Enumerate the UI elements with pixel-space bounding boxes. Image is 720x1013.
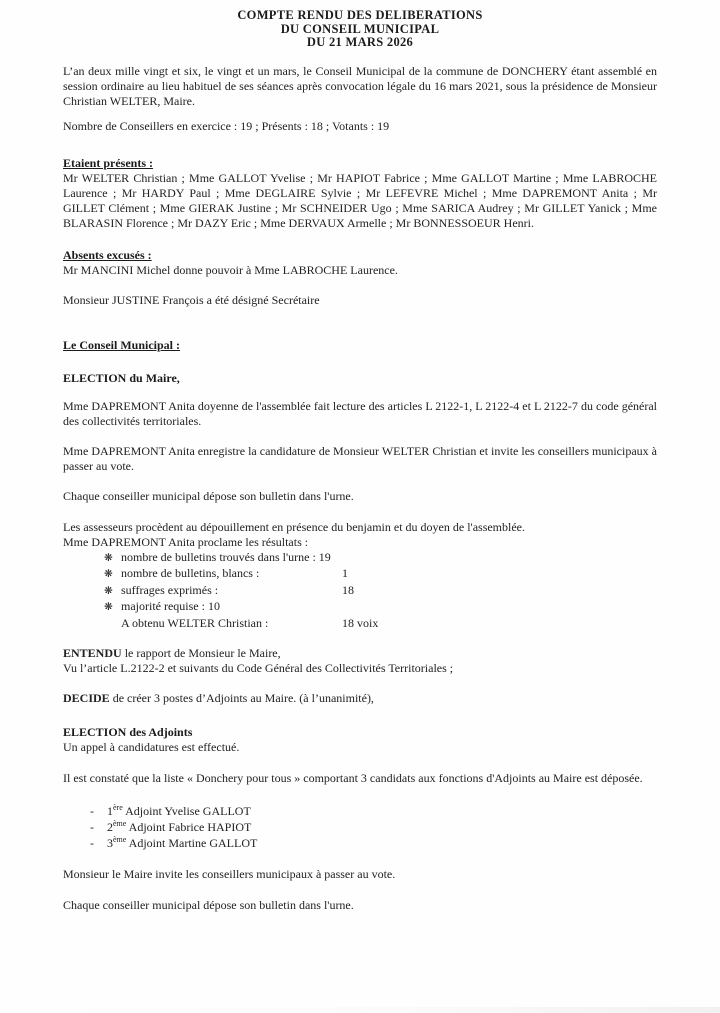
decide-rest: de créer 3 postes d’Adjoints au Maire. (à l’unanimité), — [109, 691, 374, 705]
secretary-line: Monsieur JUSTINE François a été désigné Secrétaire — [63, 292, 320, 307]
asterisk-bullet-icon: ❋ — [104, 601, 113, 613]
opening-paragraph: L’an deux mille vingt et six, le vingt et un mars, le Conseil Municipal de la commune de DONCHERY étant assemblé en session ordinaire au lieu habituel de ses séances après convocation légale du 16 mars 2021, sous la présidence de Monsieur Christian WELTER, Maire. — [63, 63, 657, 108]
result-label: suffrages exprimés : — [121, 582, 219, 597]
depouillement-block — [63, 520, 657, 550]
adjoint-rank-suffix: ère — [113, 803, 123, 812]
adjoint-rank: 1 — [107, 804, 113, 818]
result-label: A obtenu WELTER Christian : — [121, 615, 269, 630]
adjoint-name: Adjoint Fabrice HAPIOT — [126, 820, 252, 834]
entendu-keyword: ENTENDU — [63, 646, 122, 660]
election-maire-p4: Les assesseurs procèdent au dépouillement en présence du benjamin et du doyen de l'assemblée. — [63, 519, 526, 534]
election-maire-p2: Mme DAPREMONT Anita enregistre la candidature de Monsieur WELTER Christian et invite les conseillers municipaux à passer au vote. — [63, 443, 657, 473]
vote-invite-line: Monsieur le Maire invite les conseillers municipaux à passer au vote. — [63, 867, 396, 881]
adjoint-rank-suffix: ème — [113, 819, 127, 828]
adjoint-rank: 2 — [107, 820, 113, 834]
absent-heading: Absents excusés : — [63, 247, 152, 262]
result-label: majorité requise : 10 — [121, 599, 220, 613]
election-maire-p3: Chaque conseiller municipal dépose son bulletin dans l'urne. — [63, 488, 354, 503]
adjoints-list — [63, 803, 657, 851]
present-section — [63, 156, 657, 231]
result-value: 18 voix — [342, 615, 379, 630]
adjoint-name: Adjoint Martine GALLOT — [126, 836, 258, 850]
adjoint-name: Adjoint Yvelise GALLOT — [122, 804, 251, 818]
present-names: Mr WELTER Christian ; Mme GALLOT Yvelise ; Mr HAPIOT Fabrice ; Mme GALLOT Martine ; Mme LABROCHE Laurence ; Mr HARDY Paul ; Mme DEGLAIRE Sylvie ; Mr LEFEVRE Michel ; Mme DAPREMONT Anita ; Mr GILLET Clément ; Mme GIERAK Justine ; Mr SCHNEIDER Ugo ; Mme SARICA Audrey ; Mr GILLET Yanick ; Mme BLARASIN Florence ; Mr DAZY Eric ; Mme DERVAUX Armelle ; Mr BONNESSOEUR Henri. — [63, 170, 657, 230]
result-label: nombre de bulletins trouvés dans l'urne : 19 — [121, 549, 331, 564]
result-row — [63, 583, 657, 600]
adjoint-list-item — [63, 803, 657, 819]
adjoint-rank: 3 — [107, 836, 113, 850]
scan-edge-shadow — [0, 1007, 720, 1013]
election-maire-heading: ELECTION du Maire, — [63, 370, 180, 385]
result-value: 18 — [342, 582, 354, 597]
asterisk-bullet-icon: ❋ — [104, 584, 113, 597]
decide-line — [63, 691, 657, 706]
results-list — [63, 550, 657, 632]
election-maire-p1: Mme DAPREMONT Anita doyenne de l'assemblée fait lecture des articles L 2122-1, L 2122-4 et L 2122-7 du code général des collectivités territoriales. — [63, 398, 657, 428]
present-heading: Etaient présents : — [63, 155, 153, 170]
adjoint-list-item — [63, 819, 657, 835]
election-maire-p5: Mme DAPREMONT Anita proclame les résultats : — [63, 534, 309, 549]
title-line-1: COMPTE RENDU DES DELIBERATIONS — [237, 8, 483, 22]
result-row — [63, 550, 657, 567]
result-value: 1 — [342, 566, 348, 580]
decide-keyword: DECIDE — [63, 691, 110, 705]
vu-article-line: Vu l’article L.2122-2 et suivants du Code Général des Collectivités Territoriales ; — [63, 661, 454, 675]
counts-line: Nombre de Conseillers en exercice : 19 ; Présents : 18 ; Votants : 19 — [63, 118, 390, 133]
entendu-block — [63, 646, 657, 676]
council-heading: Le Conseil Municipal : — [63, 337, 181, 352]
result-label: nombre de bulletins, blancs : — [121, 566, 260, 580]
adjoint-list-item — [63, 835, 657, 851]
asterisk-bullet-icon: ❋ — [104, 551, 113, 564]
title-line-3: DU 21 MARS 2026 — [306, 35, 414, 49]
dash-bullet: - — [90, 820, 94, 834]
election-adjoints-section — [63, 725, 657, 755]
dash-bullet: - — [90, 804, 94, 818]
dash-bullet: - — [90, 836, 94, 850]
election-adjoints-p1: Un appel à candidatures est effectué. — [63, 740, 240, 754]
liste-donchery-paragraph: Il est constaté que la liste « Donchery pour tous » comportant 3 candidats aux fonctions d'Adjoints au Maire est déposée. — [63, 771, 643, 785]
title-line-2: DU CONSEIL MUNICIPAL — [280, 21, 440, 36]
absent-section — [63, 248, 657, 278]
bulletin-urne-line: Chaque conseiller municipal dépose son bulletin dans l'urne. — [63, 898, 354, 912]
election-adjoints-heading: ELECTION des Adjoints — [63, 725, 193, 739]
entendu-rest: le rapport de Monsieur le Maire, — [121, 646, 281, 660]
result-row — [63, 599, 657, 616]
document-title — [63, 9, 657, 50]
result-row-obtained — [63, 616, 657, 632]
asterisk-bullet-icon: ❋ — [104, 568, 113, 580]
result-row — [63, 566, 657, 583]
absent-pouvoir-line: Mr MANCINI Michel donne pouvoir à Mme LABROCHE Laurence. — [63, 262, 398, 277]
adjoint-rank-suffix: ème — [113, 835, 127, 844]
entendu-line — [63, 646, 657, 661]
